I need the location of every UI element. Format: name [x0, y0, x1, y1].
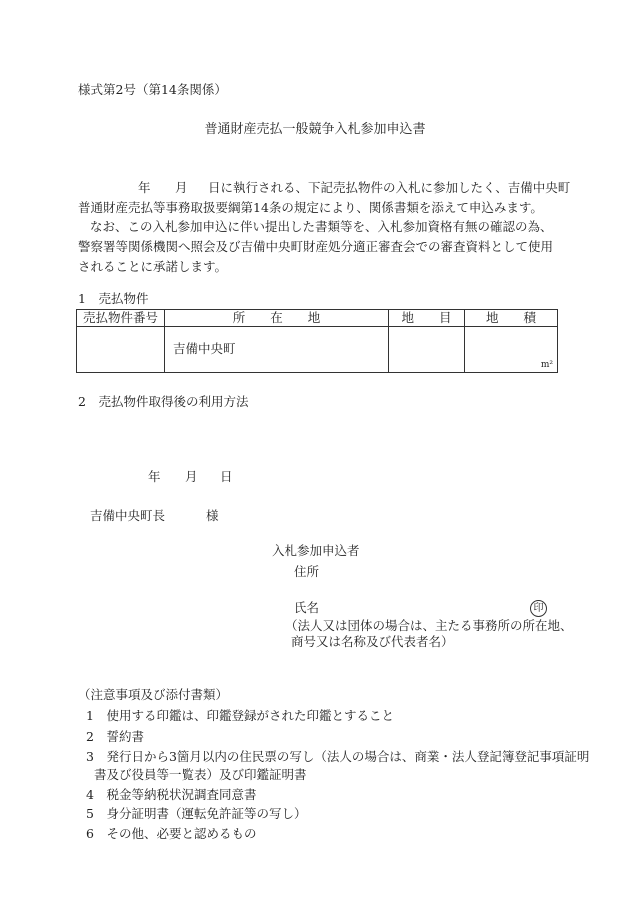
intro-year-label: 年 — [138, 180, 151, 195]
applicant-address-label: 住所 — [294, 564, 320, 579]
property-table-header — [77, 310, 558, 327]
header-property-number: 売払物件番号 — [77, 310, 165, 327]
applicant-heading: 入札参加申込者 — [272, 543, 360, 558]
notes-item: 1 使用する印鑑は、印鑑登録がされた印鑑とすること — [86, 708, 394, 723]
notes-item: 3 発行日から3箇月以内の住民票の写し（法人の場合は、商業・法人登記簿登記事項証明 — [86, 749, 590, 764]
property-table — [76, 309, 558, 373]
notes-item: 4 税金等納税状況調査同意書 — [86, 787, 257, 802]
property-table-row — [77, 327, 558, 373]
cell-property-number — [77, 327, 165, 373]
notes-item: 2 誓約書 — [86, 729, 144, 744]
addressee-name: 吉備中央町長 — [90, 508, 166, 523]
applicant-note-line-2: 商号又は名称及び代表者名） — [291, 634, 454, 649]
form-reference: 様式第2号（第14条関係） — [78, 82, 227, 97]
header-land-category: 地 目 — [389, 310, 465, 327]
header-land-area: 地 積 — [465, 310, 558, 327]
addressee-honorific: 様 — [206, 508, 219, 523]
applicant-note-line-1: （法人又は団体の場合は、主たる事務所の所在地、 — [285, 618, 573, 633]
notes-item-continuation: 書及び役員等一覧表）及び印鑑証明書 — [94, 767, 307, 782]
seal-mark-icon: 印 — [530, 600, 547, 617]
cell-land-category — [389, 327, 465, 373]
date-day-label: 日 — [220, 469, 233, 484]
applicant-name-label: 氏名 — [294, 600, 320, 615]
intro-line-2: 普通財産売払等事務取扱要綱第14条の規定により、関係書類を添えて申込みます。 — [78, 200, 543, 215]
location-value: 吉備中央町 — [173, 341, 236, 357]
intro-month-label: 月 — [175, 180, 188, 195]
header-location: 所 在 地 — [165, 310, 389, 327]
date-year-label: 年 — [148, 469, 161, 484]
area-unit: m² — [540, 360, 553, 370]
cell-location — [165, 327, 389, 373]
date-month-label: 月 — [185, 469, 198, 484]
notes-heading: （注意事項及び添付書類） — [78, 687, 229, 702]
section1-heading: 1 売払物件 — [78, 291, 149, 306]
cell-land-area — [465, 327, 558, 373]
notes-item: 6 その他、必要と認めるもの — [86, 826, 257, 841]
section2-heading: 2 売払物件取得後の利用方法 — [78, 394, 249, 409]
document-title: 普通財産売払一般競争入札参加申込書 — [204, 122, 426, 137]
intro-line-1: 日に執行される、下記売払物件の入札に参加したく、吉備中央町 — [208, 180, 571, 195]
notes-item: 5 身分証明書（運転免許証等の写し） — [86, 806, 307, 821]
consent-paragraph: なお、この入札参加申込に伴い提出した書類等を、入札参加資格有無の確認の為、警察署等関係機関へ照会及び吉備中央町財産処分適正審査会での審査資料として使用されることに承諾します。 — [78, 219, 554, 274]
